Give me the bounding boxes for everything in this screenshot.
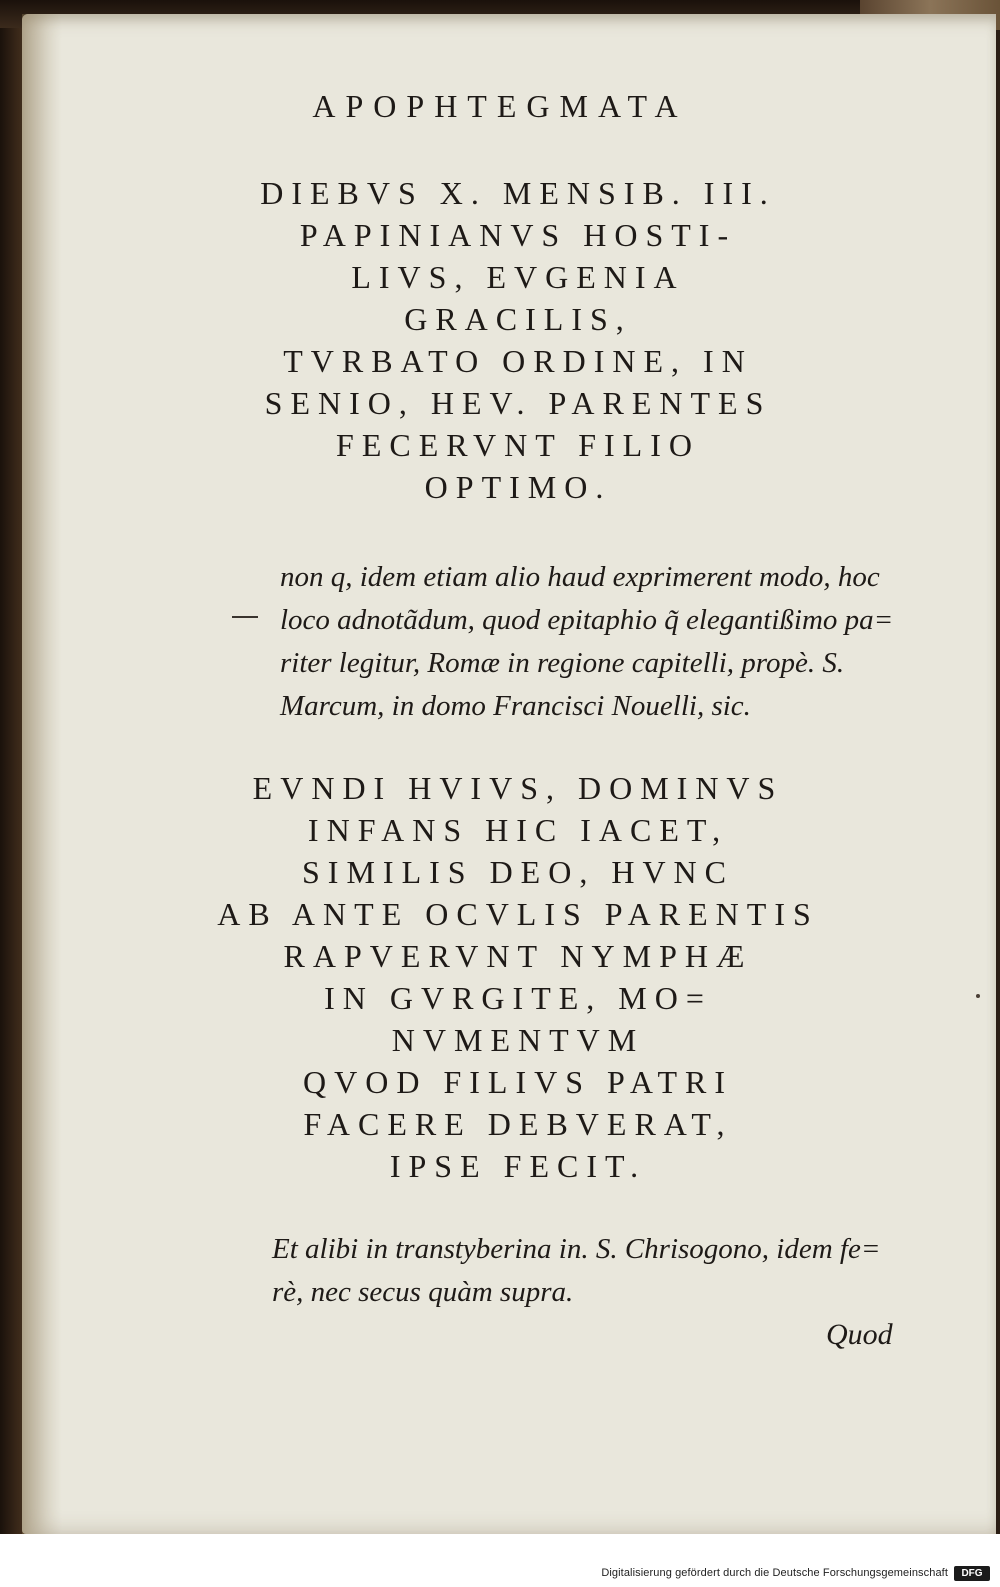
catchword: Quod	[826, 1318, 893, 1351]
commentary-line: Et alibi in transtyberina in. S. Chrisogono, idem fe=	[272, 1233, 881, 1265]
epitaph-line: OPTIMO.	[424, 469, 612, 505]
commentary-line: rè, nec secus quàm supra.	[272, 1276, 574, 1308]
epitaph-second	[18, 767, 1000, 1187]
commentary-line: non q, idem etiam alio haud exprimerent modo, hoc	[280, 561, 880, 593]
commentary-second	[272, 1228, 942, 1314]
epitaph-line: FECERVNT FILIO	[336, 427, 700, 463]
running-title: APOPHTEGMATA	[312, 88, 688, 124]
epitaph-line: LIVS, EVGENIA	[351, 259, 685, 295]
epitaph-line: AB ANTE OCVLIS PARENTIS	[217, 896, 819, 932]
commentary-first	[280, 556, 950, 728]
epitaph-line: NVMENTVM	[391, 1022, 645, 1058]
funding-credit: Digitalisierung gefördert durch die Deutsche Forschungsgemeinschaft	[601, 1567, 948, 1579]
epitaph-line: SENIO, HEV. PARENTES	[264, 385, 772, 421]
ink-speck	[976, 994, 980, 998]
epitaph-line: DIEBVS X. MENSIB. III.	[260, 175, 776, 211]
epitaph-first	[18, 172, 1000, 508]
commentary-line: riter legitur, Romæ in regione capitelli, propè. S.	[280, 647, 845, 679]
epitaph-line: RAPVERVNT NYMPHÆ	[283, 938, 753, 974]
dfg-logo: DFG	[954, 1566, 990, 1581]
epitaph-line: FACERE DEBVERAT,	[303, 1106, 733, 1142]
epitaph-line: INFANS HIC IACET,	[307, 812, 729, 848]
epitaph-line: IPSE FECIT.	[389, 1148, 647, 1184]
epitaph-line: PAPINIANVS HOSTI-	[299, 217, 737, 253]
epitaph-line: GRACILIS,	[404, 301, 632, 337]
epitaph-line: IN GVRGITE, MO=	[324, 980, 712, 1016]
epitaph-line: QVOD FILIVS PATRI	[303, 1064, 733, 1100]
epitaph-line: SIMILIS DEO, HVNC	[302, 854, 734, 890]
epitaph-line: EVNDI HVIVS, DOMINVS	[252, 770, 784, 806]
margin-mark	[232, 616, 258, 618]
footer-bar	[0, 1534, 1000, 1587]
commentary-line: Marcum, in domo Francisci Nouelli, sic.	[280, 690, 751, 722]
epitaph-line: TVRBATO ORDINE, IN	[283, 343, 753, 379]
commentary-line: loco adnotãdum, quod epitaphio q̃ elegantißimo pa=	[280, 604, 894, 636]
